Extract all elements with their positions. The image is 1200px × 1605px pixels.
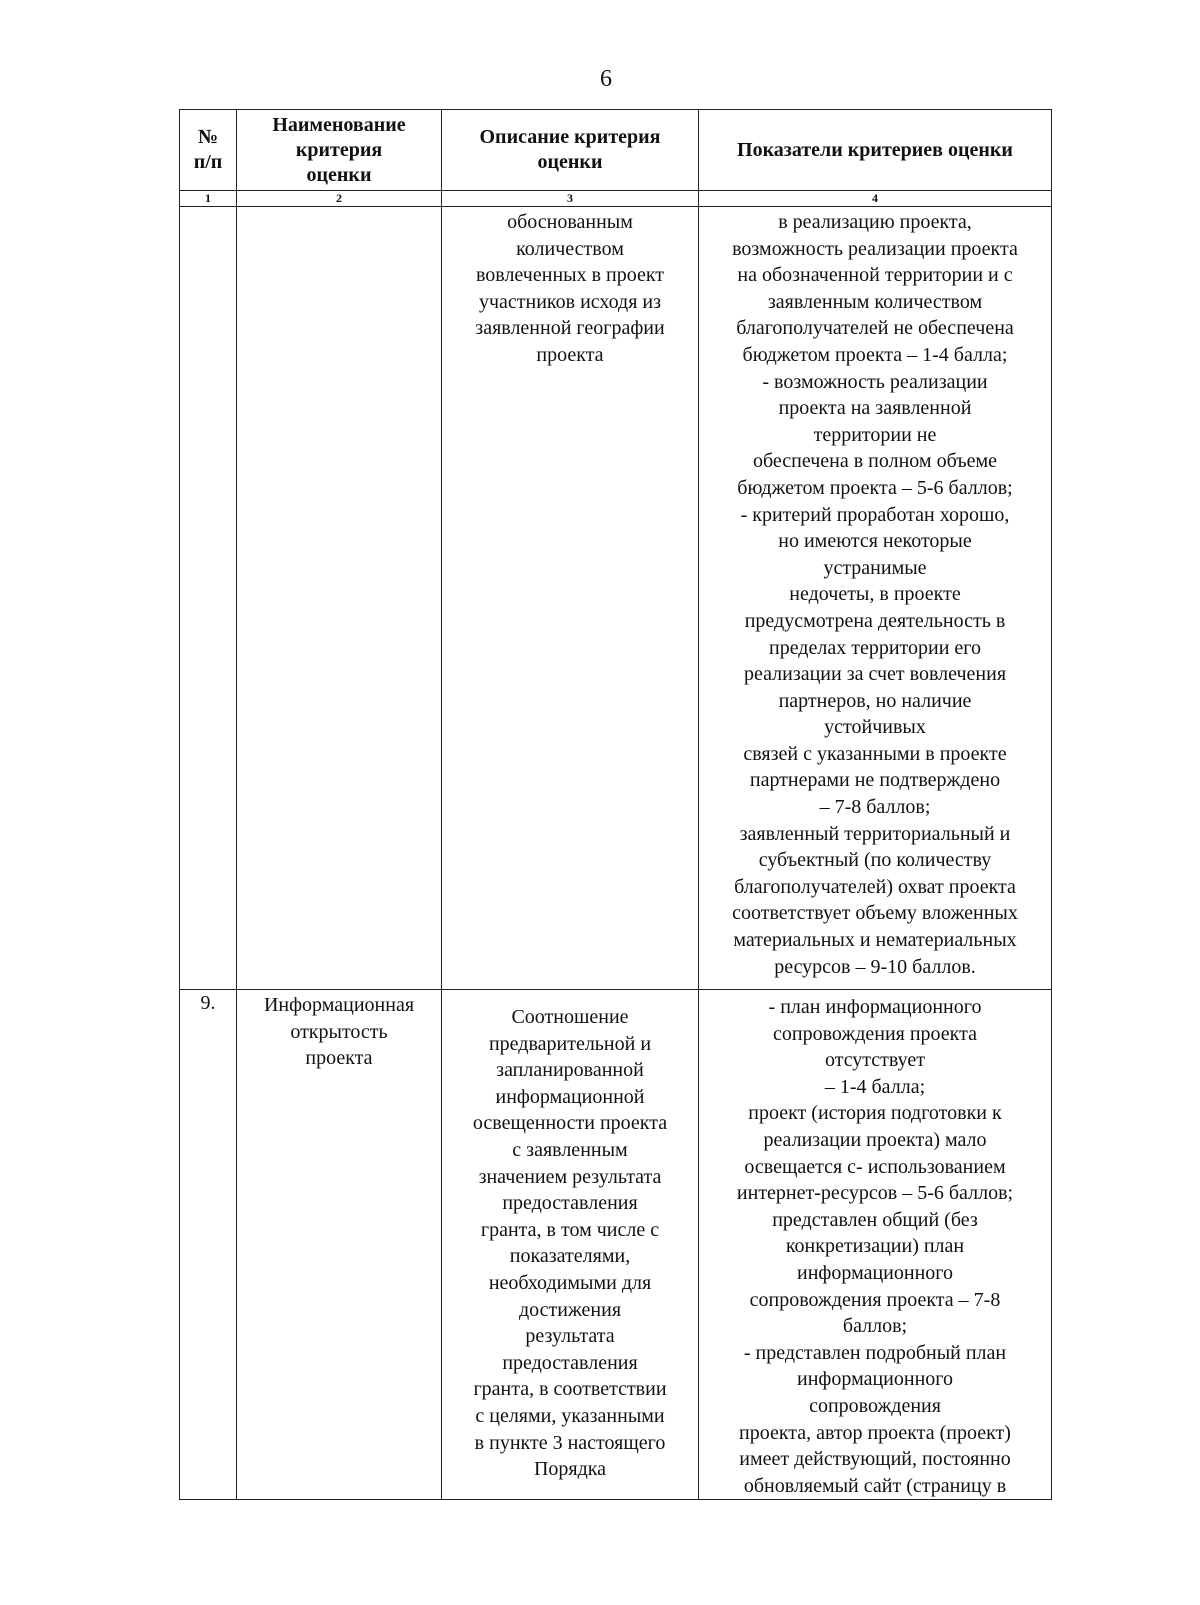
criterion-indicators [699,990,1052,1500]
text-line: участников исходя из [478,290,662,313]
row-number: 9. [180,990,237,1500]
text-line: Показатели критериев оценки [737,138,1013,161]
row-number [180,207,237,990]
text-line: оценки [537,151,603,173]
text-line: - критерий проработан хорошо, [740,503,1010,526]
text-line: территории не [813,423,937,446]
text-line: представлен общий (без [772,1208,978,1231]
criterion-indicators [699,207,1052,990]
text-line: благополучателей) охват проекта [734,875,1016,898]
text-line: соответствует объему вложенных [732,902,1018,925]
text-line: критерия [295,138,383,161]
text-line: информационного [797,1368,953,1391]
text-line: освещается с- использованием [744,1155,1006,1178]
text-line: предварительной и [488,1032,652,1055]
text-line: показателями, [509,1245,631,1268]
header-criterion-description [442,110,699,191]
text-line: устранимые [823,556,927,579]
text-line: проект (история подготовки к [748,1102,1002,1125]
header-criterion-name [237,110,442,191]
text-line: реализации проекта) мало [763,1128,987,1151]
text-line: информационного [797,1261,953,1284]
text-line: на обозначенной территории и с [737,264,1013,287]
text-line: № [197,126,219,148]
criterion-description [442,990,699,1500]
text-line: недочеты, в проекте [789,583,961,606]
text-line: предоставления [502,1351,638,1374]
text-line: обновляемый сайт (страницу в [743,1474,1007,1497]
text-line: Соотношение [511,1006,629,1028]
text-line: необходимыми для [488,1271,652,1294]
text-line: связей с указанными в проекте [743,742,1007,765]
text-line: материальных и нематериальных [733,929,1017,952]
text-line: количеством [516,237,624,260]
text-line: гранта, в том числе с [480,1218,660,1241]
text-line: пределах территории его [768,636,981,659]
text-line: - план информационного [768,996,982,1018]
text-line: Описание критерия [479,126,661,148]
text-line: с заявленным [512,1138,628,1161]
text-line: Наименование [272,113,406,136]
text-line: но имеются некоторые [778,530,972,553]
text-line: партнерами не подтверждено [749,769,1001,792]
text-line: в реализацию проекта, [778,211,972,233]
header-number [180,110,237,191]
text-line: заявленной географии [475,317,665,340]
text-line: баллов; [842,1315,908,1338]
text-line: интернет-ресурсов – 5-6 баллов; [736,1182,1014,1205]
text-line: проекта на заявленной [778,397,972,420]
text-line: запланированной [496,1059,644,1082]
text-line: возможность реализации проекта [732,237,1018,260]
text-line: имеет действующий, постоянно [739,1448,1011,1471]
text-line: конкретизации) план [785,1235,965,1258]
text-line: бюджетом проекта – 5-6 баллов; [737,476,1013,499]
text-line: сопровождения проекта [772,1022,977,1045]
text-line: партнеров, но наличие [778,689,972,712]
text-line: - возможность реализации [762,370,988,393]
text-line: информационной [495,1085,645,1108]
text-line: проекта, автор проекта (проект) [739,1421,1011,1444]
table-row [180,990,1052,1500]
text-line: результата [525,1325,615,1348]
text-line: бюджетом проекта – 1-4 балла; [742,343,1008,366]
criterion-description [442,207,699,990]
text-line: оценки [306,163,372,186]
column-number: 1 [180,191,237,207]
text-line: заявленный территориальный и [739,822,1011,845]
text-line: заявленным количеством [767,290,983,313]
column-number: 4 [699,191,1052,207]
column-numbers-row [180,191,1052,207]
text-line: достижения [518,1298,622,1321]
text-line: освещенности проекта [472,1112,668,1135]
header-criterion-indicators [699,110,1052,191]
text-line: с целями, указанными [475,1404,665,1427]
criteria-table [179,109,1052,1500]
text-line: - представлен подробный план [743,1341,1007,1364]
text-line: обоснованным [507,211,633,233]
column-number: 2 [237,191,442,207]
text-line: проекта [305,1047,373,1070]
text-line: вовлеченных в проект [475,264,665,287]
text-line: открытость [290,1020,388,1043]
text-line: благополучателей не обеспечена [736,317,1014,340]
text-line: Информационная [263,994,415,1016]
text-line: предусмотрена деятельность в [744,609,1006,632]
text-line: сопровождения [809,1394,941,1417]
text-line: в пункте 3 настоящего [474,1431,666,1454]
page-number: 6 [600,66,612,92]
text-line: значением результата [478,1165,662,1188]
text-line: гранта, в соответствии [473,1378,667,1401]
criterion-name [237,990,442,1500]
table-row [180,207,1052,990]
column-number: 3 [442,191,699,207]
text-line: Порядка [533,1458,607,1481]
text-line: ресурсов – 9-10 баллов. [774,955,976,978]
text-line: проекта [536,343,604,366]
text-line: устойчивых [824,716,926,739]
text-line: реализации за счет вовлечения [743,663,1007,686]
text-line: обеспечена в полном объеме [752,450,998,473]
text-line: отсутствует [824,1049,926,1072]
text-line: п/п [193,151,223,173]
header-row [180,110,1052,191]
text-line: предоставления [502,1192,638,1215]
text-line: – 1-4 балла; [824,1075,926,1098]
text-line: сопровождения проекта – 7-8 [749,1288,1001,1311]
criterion-name [237,207,442,990]
text-line: – 7-8 баллов; [819,796,931,819]
text-line: субъектный (по количеству [758,849,992,872]
